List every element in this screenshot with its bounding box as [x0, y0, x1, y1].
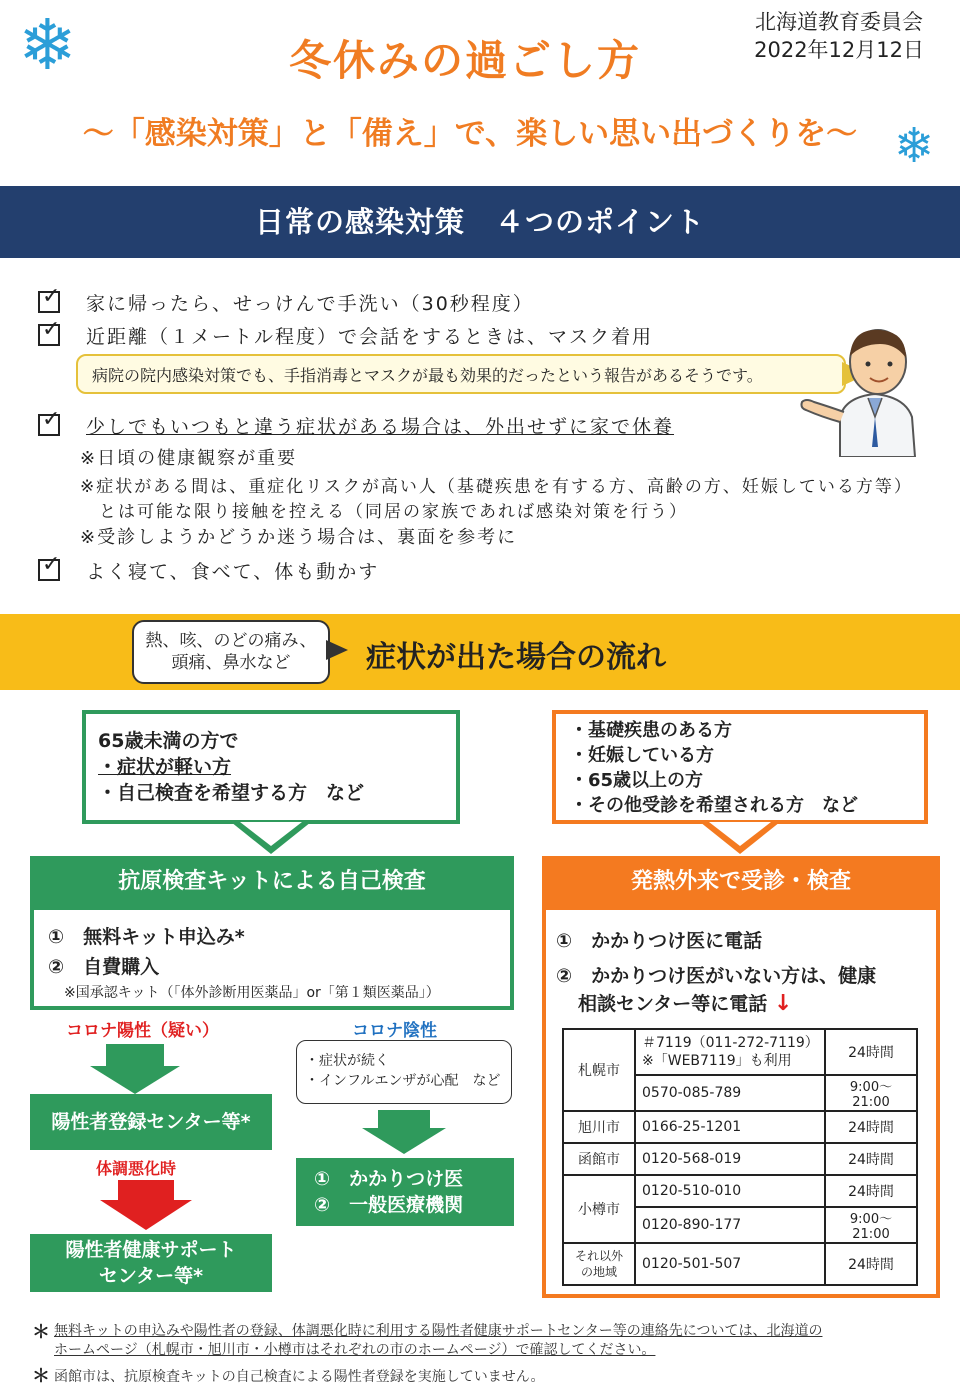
worse-label: 体調悪化時 — [96, 1159, 177, 1178]
hours-cell: 9:00～21:00 — [825, 1207, 917, 1243]
hours-cell: 24時間 — [825, 1111, 917, 1143]
issuer — [754, 8, 924, 64]
footnote-2: 函館市は、抗原検査キットの自己検査による陽性者登録を実施していません。 — [54, 1369, 545, 1385]
checklist-item: ✓よく寝て、食べて、体も動かす — [38, 557, 379, 584]
green-header: 抗原検査キットによる自己検査 — [30, 856, 514, 908]
red-down-arrow — [118, 1180, 174, 1200]
down-arrow-icon: ↓ — [773, 991, 793, 1016]
positive-label: コロナ陽性（疑い） — [66, 1021, 219, 1041]
bubble-tail — [326, 640, 348, 660]
snowflake-icon: ❄ — [18, 4, 77, 86]
footnote-mark: ＊ — [32, 1322, 50, 1343]
checklist-item: ✓家に帰ったら、せっけんで手洗い（30秒程度） — [38, 289, 534, 316]
hours-cell: 24時間 — [825, 1175, 917, 1207]
snowflake-icon: ❄ — [894, 118, 935, 174]
section1-title: 日常の感染対策 ４つのポイント — [0, 186, 960, 258]
green-condition-box: 65歳未満の方で ・症状が軽い方 ・自己検査を希望する方 など — [82, 710, 460, 824]
hours-cell: 24時間 — [825, 1243, 917, 1285]
hours-cell: 24時間 — [825, 1029, 917, 1075]
note-line: とは可能な限り接触を控える（同居の家族であれば感染対策を行う） — [80, 502, 688, 522]
down-arrow — [378, 1110, 430, 1128]
checkbox-icon — [38, 559, 60, 581]
phone-cell: ＃7119（011-272-7119） ※「WEB7119」も利用 — [635, 1029, 825, 1075]
section2-title: 症状が出た場合の流れ — [366, 640, 666, 675]
checklist-item: ✓近距離（１メートル程度）で会話をするときは、マスク着用 — [38, 322, 653, 349]
speech-bubble: 病院の院内感染対策でも、手指消毒とマスクが最も効果的だったという報告があるそうです。 — [76, 354, 846, 394]
city-cell: 函館市 — [563, 1143, 635, 1175]
city-cell: 小樽市 — [563, 1175, 635, 1243]
phone-cell: 0570-085-789 — [635, 1075, 825, 1111]
city-cell: それ以外 の地域 — [563, 1243, 635, 1285]
phone-table — [562, 1028, 918, 1286]
hours-cell: 24時間 — [825, 1143, 917, 1175]
city-cell: 旭川市 — [563, 1111, 635, 1143]
checkbox-icon — [38, 324, 60, 346]
footnote-mark: ＊ — [32, 1366, 50, 1387]
phone-cell: 0166-25-1201 — [635, 1111, 825, 1143]
registration-center: 陽性者登録センター等* — [30, 1094, 272, 1150]
phone-cell: 0120-501-507 — [635, 1243, 825, 1285]
footnote-1: 無料キットの申込みや陽性者の登録、体調悪化時に利用する陽性者健康サポートセンター等の連絡先については、北海道の ホームページ（札幌市・旭川市・小樽市はそれぞれの市のホームページ）で確認してください。 — [54, 1323, 823, 1358]
note-line: ※日頃の健康観察が重要 — [80, 448, 298, 469]
city-cell: 札幌市 — [563, 1029, 635, 1111]
down-arrow — [106, 1044, 164, 1066]
page-subtitle: ～「感染対策」と「備え」で、楽しい思い出づくりを～ — [82, 116, 858, 152]
orange-header: 発熱外来で受診・検査 — [542, 856, 940, 908]
negative-note: ・症状が続く ・インフルエンザが心配 など — [296, 1040, 512, 1104]
note-line: ※症状がある間は、重症化リスクが高い人（基礎疾患を有する方、高齢の方、妊娠している方等） — [80, 477, 913, 497]
phone-cell: 0120-890-177 — [635, 1207, 825, 1243]
orange-step2: ② かかりつけ医がいない方は、健康 相談センター等に電話 ↓ — [556, 965, 877, 1016]
issuer-org: 北海道教育委員会 — [755, 10, 924, 34]
phone-cell: 0120-568-019 — [635, 1143, 825, 1175]
checkbox-icon — [38, 414, 60, 436]
orange-condition-box: ・基礎疾患のある方 ・妊娠している方 ・65歳以上の方 ・その他受診を希望される方 など — [552, 710, 928, 824]
page-title: 冬休みの過ごし方 — [288, 36, 641, 85]
negative-label: コロナ陰性 — [352, 1021, 437, 1041]
checkbox-icon — [38, 291, 60, 313]
hours-cell: 9:00～21:00 — [825, 1075, 917, 1111]
phone-cell: 0120-510-010 — [635, 1175, 825, 1207]
issue-date: 2022年12月12日 — [754, 38, 924, 62]
clinic-box: ① かかりつけ医 ② 一般医療機関 — [296, 1158, 514, 1226]
orange-step1: ① かかりつけ医に電話 — [556, 930, 763, 952]
note-line: ※受診しようかどうか迷う場合は、裏面を参考に — [80, 527, 518, 548]
support-center: 陽性者健康サポート センター等* — [30, 1234, 272, 1292]
green-options: ① 無料キット申込み* ② 自費購入 ※国承認キット（「体外診断用医薬品」or「第１類医薬品」） — [30, 906, 514, 1010]
doctor-illustration — [800, 322, 950, 457]
symptoms-bubble: 熱、咳、のどの痛み、 頭痛、鼻水など — [132, 620, 330, 684]
checklist-item: ✓少しでもいつもと違う症状がある場合は、外出せずに家で休養 — [38, 412, 674, 439]
